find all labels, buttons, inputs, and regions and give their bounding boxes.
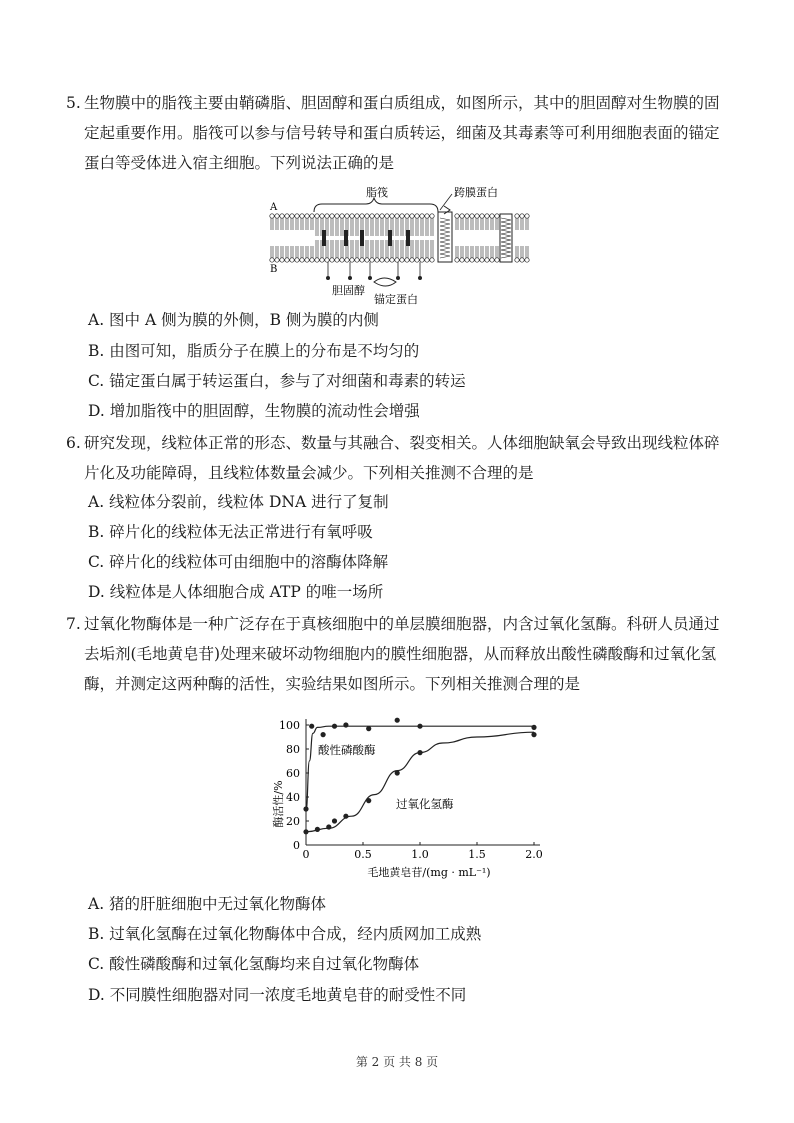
lipid-head [285, 258, 289, 262]
lipid-head [475, 258, 479, 262]
lipid-head [295, 214, 299, 218]
lipid-head [395, 214, 399, 218]
chart-axes [306, 719, 540, 845]
y-tick-label: 60 [286, 767, 300, 780]
data-point-series-0 [395, 718, 400, 723]
lipid-head [310, 258, 314, 262]
lipid-head [395, 258, 399, 262]
lipid-head [360, 258, 364, 262]
cholesterol [322, 230, 326, 246]
question-stem: 研究发现，线粒体正常的形态、数量与其融合、裂变相关。人体细胞缺氧会导致出现线粒体碎片化及功能障碍，且线粒体数量会减少。下列相关推测不合理的是 [84, 434, 720, 482]
cholesterol [344, 230, 348, 246]
lipid-head [335, 214, 339, 218]
lipid-head [340, 214, 344, 218]
question-number: 5. [66, 94, 81, 112]
q7-option-a: A. 猪的肝脏细胞中无过氧化物酶体 [88, 895, 327, 913]
series-label-catalase: 过氧化氢酶 [396, 797, 454, 811]
lipid-head [515, 214, 519, 218]
lipid-head [460, 214, 464, 218]
lipid-head [465, 258, 469, 262]
lipid-head [410, 214, 414, 218]
question-7 [66, 609, 732, 699]
data-point-series-0 [343, 722, 348, 727]
q7-option-b: B. 过氧化氢酶在过氧化物酶体中合成，经内质网加工成熟 [88, 925, 482, 943]
lipid-head [305, 214, 309, 218]
lipid-head [520, 258, 524, 262]
lipid-head [300, 258, 304, 262]
q6-option-d: D. 线粒体是人体细胞合成 ATP 的唯一场所 [88, 583, 384, 601]
data-point-series-1 [531, 732, 536, 737]
lipid-head [430, 214, 434, 218]
y-tick-label: 100 [279, 719, 300, 732]
data-point-series-0 [309, 724, 314, 729]
figure-label-b: B [270, 264, 278, 275]
lipid-head [415, 258, 419, 262]
lipid-head [490, 214, 494, 218]
lipid-head [370, 258, 374, 262]
lipid-head [295, 258, 299, 262]
figure-label-a: A [270, 202, 278, 213]
lipid-head [315, 258, 319, 262]
lipid-head [380, 258, 384, 262]
q6-option-a: A. 线粒体分裂前，线粒体 DNA 进行了复制 [88, 493, 389, 511]
y-tick-label: 0 [293, 839, 300, 852]
lipid-head [300, 214, 304, 218]
lipid-head [375, 214, 379, 218]
lipid-head [360, 214, 364, 218]
figure-label-raft: 脂筏 [366, 186, 388, 199]
lipid-head [430, 258, 434, 262]
lipid-head [385, 258, 389, 262]
lipid-head [400, 258, 404, 262]
question-number: 7. [66, 615, 81, 633]
lipid-head [280, 258, 284, 262]
lipid-head [335, 258, 339, 262]
data-point-series-0 [531, 725, 536, 730]
lipid-head [325, 214, 329, 218]
lipid-head [320, 258, 324, 262]
lipid-head [375, 258, 379, 262]
lipid-head [460, 258, 464, 262]
y-tick-label: 20 [286, 815, 300, 828]
membrane-figure [262, 186, 542, 308]
lipid-head [425, 258, 429, 262]
glycan-bead [326, 276, 330, 280]
lipid-head [495, 214, 499, 218]
lipid-head [275, 258, 279, 262]
data-point-series-1 [417, 750, 422, 755]
lipid-head [370, 214, 374, 218]
lipid-head [320, 214, 324, 218]
cholesterol [388, 230, 392, 246]
y-tick-label: 40 [286, 791, 300, 804]
lipid-head [390, 214, 394, 218]
lipid-head [365, 214, 369, 218]
x-axis-label: 毛地黄皂苷/(mg · mL⁻¹) [367, 866, 491, 879]
question-number: 6. [66, 434, 81, 452]
data-point-series-0 [303, 806, 308, 811]
lipid-head [485, 214, 489, 218]
lipid-head [330, 258, 334, 262]
y-axis-label: 酶活性/% [272, 780, 285, 828]
lipid-head [325, 258, 329, 262]
lipid-head [410, 258, 414, 262]
question-6 [66, 428, 732, 488]
lipid-head [465, 214, 469, 218]
data-point-series-1 [326, 824, 331, 829]
data-point-series-0 [321, 732, 326, 737]
lipid-head [495, 258, 499, 262]
q5-option-a: A. 图中 A 侧为膜的外侧，B 侧为膜的内侧 [88, 311, 379, 329]
glycan-bead [418, 276, 422, 280]
lipid-head [515, 258, 519, 262]
lipid-head [475, 214, 479, 218]
lipid-head [275, 214, 279, 218]
lipid-head [490, 258, 494, 262]
x-tick-label: 0.5 [354, 848, 372, 861]
cholesterol [360, 230, 364, 246]
lipid-head [420, 214, 424, 218]
lipid-head [385, 214, 389, 218]
lipid-head [485, 258, 489, 262]
data-point-series-1 [332, 818, 337, 823]
lipid-head [400, 214, 404, 218]
lipid-head [405, 214, 409, 218]
lipid-head [280, 214, 284, 218]
anchor-protein [374, 278, 396, 286]
lipid-head [365, 258, 369, 262]
y-tick-label: 80 [286, 743, 300, 756]
lipid-head [455, 258, 459, 262]
lipid-head [290, 214, 294, 218]
lipid-head [355, 258, 359, 262]
q5-option-b: B. 由图可知，脂质分子在膜上的分布是不均匀的 [88, 342, 420, 360]
lipid-head [315, 214, 319, 218]
q5-option-c: C. 锚定蛋白属于转运蛋白，参与了对细菌和毒素的转运 [88, 372, 466, 390]
lipid-head [290, 258, 294, 262]
x-tick-label: 0 [302, 848, 310, 861]
lipid-head [355, 214, 359, 218]
lipid-head [405, 258, 409, 262]
lipid-head [310, 214, 314, 218]
q7-option-c: C. 酸性磷酸酶和过氧化氢酶均来自过氧化物酶体 [88, 955, 420, 973]
figure-label-cholesterol: 胆固醇 [332, 284, 365, 297]
lipid-bilayer [270, 214, 529, 280]
q7-option-d: D. 不同膜性细胞器对同一浓度毛地黄皂苷的耐受性不同 [88, 986, 467, 1004]
question-stem: 过氧化物酶体是一种广泛存在于真核细胞中的单层膜细胞器，内含过氧化氢酶。科研人员通过去垢剂(毛地黄皂苷)处理来破坏动物细胞内的膜性细胞器，从而释放出酸性磷酸酶和过氧化氢酶，并测定这两种酶的活性，实验结果如图所示。下列相关推测合理的是 [84, 615, 720, 693]
lipid-head [425, 214, 429, 218]
chart-ticks [279, 719, 543, 861]
lipid-head [480, 258, 484, 262]
data-point-series-0 [366, 726, 371, 731]
figure-label-transmembrane: 跨膜蛋白 [454, 186, 498, 199]
x-tick-label: 2.0 [525, 848, 543, 861]
lipid-head [380, 214, 384, 218]
data-point-series-1 [343, 814, 348, 819]
q5-option-d: D. 增加脂筏中的胆固醇，生物膜的流动性会增强 [88, 402, 420, 420]
lipid-head [470, 258, 474, 262]
lipid-head [525, 258, 529, 262]
lipid-head [285, 214, 289, 218]
data-point-series-1 [395, 770, 400, 775]
glycan-bead [348, 276, 352, 280]
lipid-head [455, 214, 459, 218]
raft-bracket [314, 198, 438, 212]
data-point-series-1 [366, 798, 371, 803]
x-tick-label: 1.5 [468, 848, 486, 861]
lipid-head [345, 214, 349, 218]
lipid-head [470, 214, 474, 218]
lipid-head [350, 258, 354, 262]
question-stem: 生物膜中的脂筏主要由鞘磷脂、胆固醇和蛋白质组成，如图所示，其中的胆固醇对生物膜的固定起重要作用。脂筏可以参与信号转导和蛋白质转运，细菌及其毒素等可利用细胞表面的锚定蛋白等受体进入宿主细胞。下列说法正确的是 [84, 94, 720, 172]
enzyme-activity-chart [270, 712, 560, 882]
lipid-head [330, 214, 334, 218]
q6-option-b: B. 碎片化的线粒体无法正常进行有氧呼吸 [88, 523, 373, 541]
data-point-series-0 [332, 724, 337, 729]
lipid-head [305, 258, 309, 262]
data-point-series-0 [417, 724, 422, 729]
lipid-head [420, 258, 424, 262]
page-footer: 第 2 页 共 8 页 [355, 1055, 439, 1069]
lipid-head [390, 258, 394, 262]
x-tick-label: 1.0 [411, 848, 429, 861]
lipid-head [350, 214, 354, 218]
glycan-bead [368, 276, 372, 280]
lipid-head [525, 214, 529, 218]
series-label-acid-phosphatase: 酸性磷酸酶 [318, 743, 376, 757]
lipid-head [345, 258, 349, 262]
data-point-series-1 [315, 827, 320, 832]
cholesterol [406, 230, 410, 246]
question-5 [66, 88, 732, 178]
lipid-head [480, 214, 484, 218]
glycan-bead [396, 276, 400, 280]
lipid-head [340, 258, 344, 262]
lipid-head [270, 214, 274, 218]
lipid-head [270, 258, 274, 262]
q6-option-c: C. 碎片化的线粒体可由细胞中的溶酶体降解 [88, 553, 389, 571]
lipid-head [520, 214, 524, 218]
lipid-head [415, 214, 419, 218]
figure-label-anchor: 锚定蛋白 [374, 293, 418, 306]
data-point-series-1 [303, 829, 308, 834]
